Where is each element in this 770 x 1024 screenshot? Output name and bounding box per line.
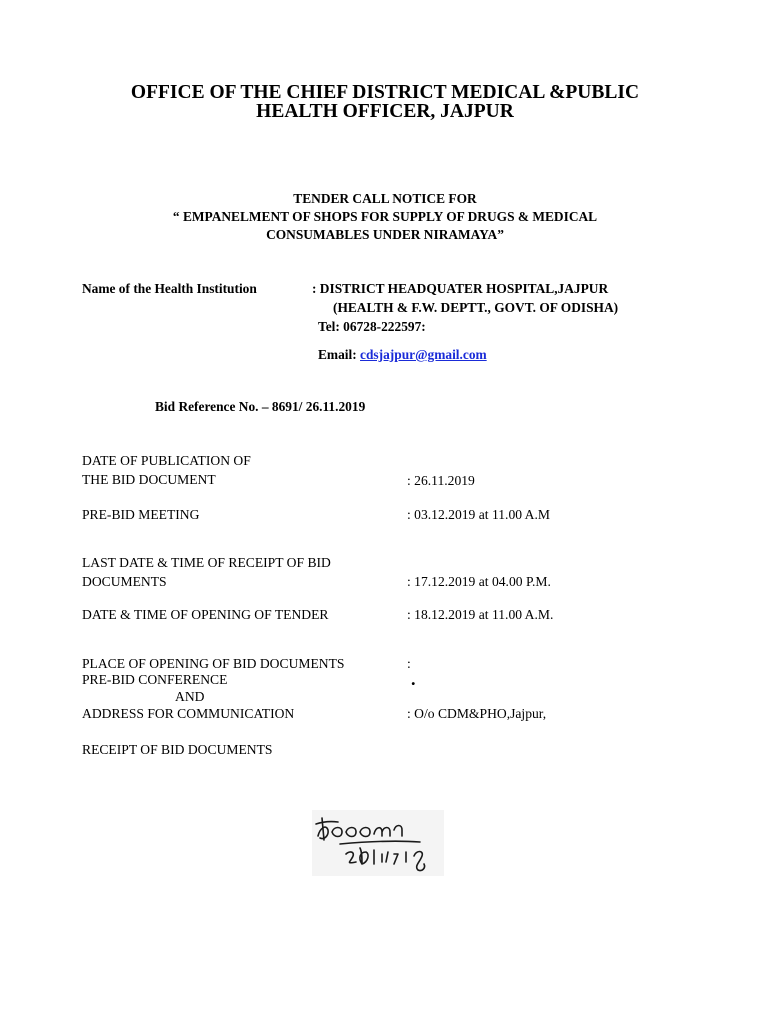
office-title [60,83,710,121]
opening-date-value: : 18.12.2019 at 11.00 A.M. [407,607,554,622]
tender-notice-heading [60,190,710,244]
last-date-value: : 17.12.2019 at 04.00 P.M. [407,574,551,589]
last-date-label-line1: LAST DATE & TIME OF RECEIPT OF BID [82,555,331,570]
receipt-label: RECEIPT OF BID DOCUMENTS [82,742,273,757]
institution-label: Name of the Health Institution [82,281,257,296]
bid-reference: Bid Reference No. – 8691/ 26.11.2019 [155,399,366,414]
prebid-conference-label: PRE-BID CONFERENCE [82,672,228,687]
opening-date-label: DATE & TIME OF OPENING OF TENDER [82,607,329,622]
prebid-meeting-value: : 03.12.2019 at 11.00 A.M [407,507,550,522]
publication-label-line2: THE BID DOCUMENT [82,472,216,487]
last-date-label [82,554,331,590]
address-label: ADDRESS FOR COMMUNICATION [82,706,295,721]
institution-name: : DISTRICT HEADQUATER HOSPITAL,JAJPUR [312,281,609,296]
institution-details [312,279,618,336]
address-value: : O/o CDM&PHO,Jajpur, [407,706,547,721]
dot-mark: . [411,669,416,689]
email-line [318,345,487,364]
notice-line2: “ EMPANELMENT OF SHOPS FOR SUPPLY OF DRUGS & MEDICAL [172,209,598,224]
institution-department: (HEALTH & F.W. DEPTT., GOVT. OF ODISHA) [333,300,619,315]
last-date-label-line2: DOCUMENTS [82,574,167,589]
publication-date-value: : 26.11.2019 [407,473,475,488]
handwritten-signature-icon [312,810,444,876]
office-title-line2: HEALTH OFFICER, JAJPUR [256,101,514,122]
institution-tel: Tel: 06728-222597: [318,319,426,334]
email-label: Email: [318,347,361,362]
notice-line3: CONSUMABLES UNDER NIRAMAYA” [266,227,504,242]
signature-image [312,810,444,876]
place-of-opening-value: : [407,656,411,671]
and-label: AND [175,689,205,704]
prebid-meeting-label: PRE-BID MEETING [82,507,200,522]
notice-line1: TENDER CALL NOTICE FOR [293,191,477,206]
email-link[interactable]: cdsjajpur@gmail.com [360,347,487,362]
place-of-opening-label: PLACE OF OPENING OF BID DOCUMENTS [82,656,345,671]
publication-label-line1: DATE OF PUBLICATION OF [82,453,251,468]
office-title-line1: OFFICE OF THE CHIEF DISTRICT MEDICAL &PUBLIC [130,82,640,103]
publication-date-label [82,452,251,488]
